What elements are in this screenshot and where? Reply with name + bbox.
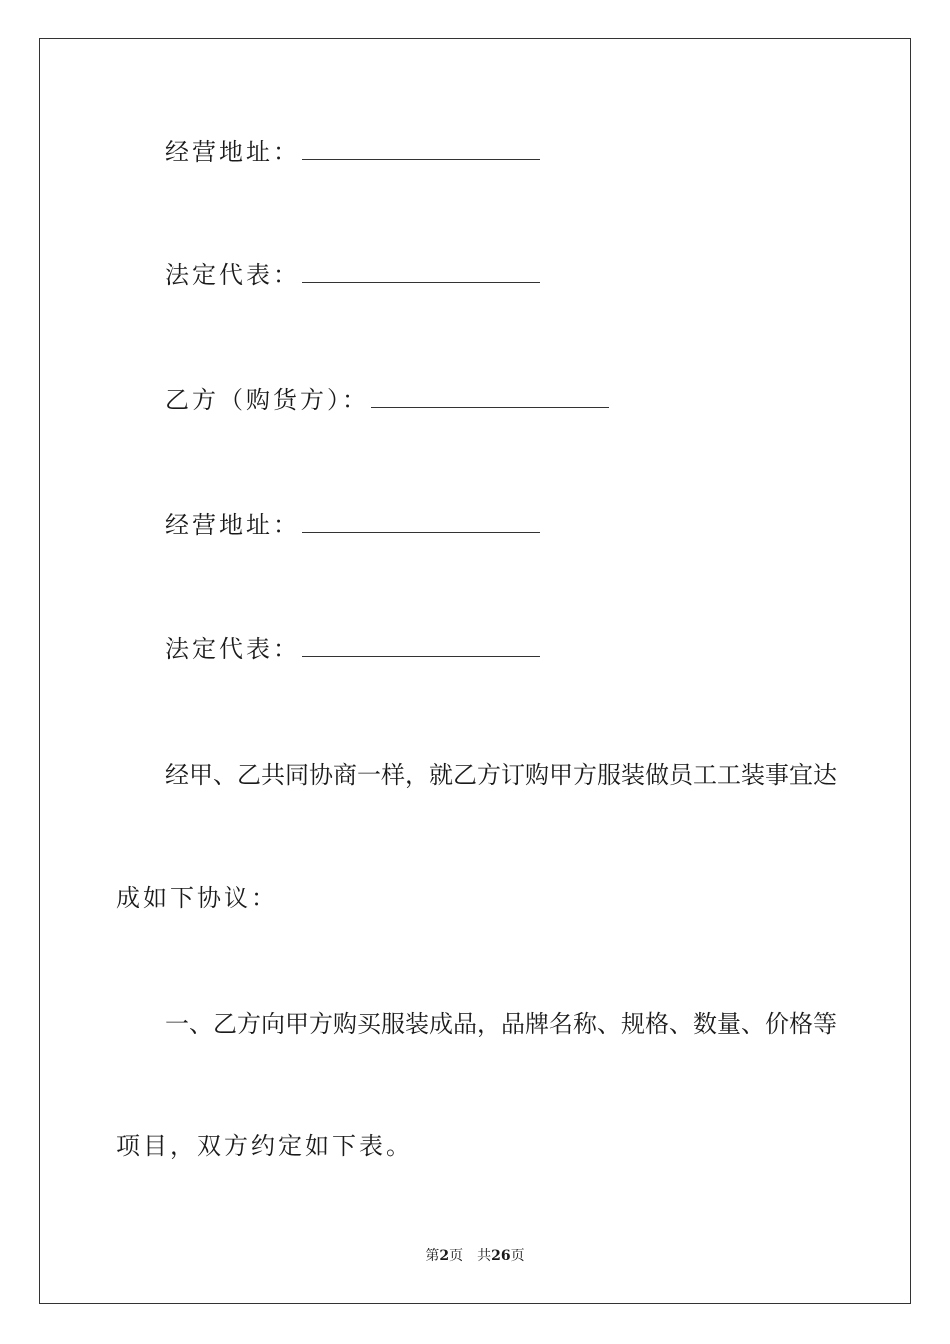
footer-total-pages: 26 — [491, 1248, 511, 1264]
paragraph-char: 事 — [765, 761, 789, 789]
paragraph-char: ， — [477, 1010, 501, 1038]
field-label: 法定代表： — [165, 261, 300, 289]
paragraph-char: 方 — [309, 1010, 333, 1038]
paragraph-char: 、 — [741, 1010, 765, 1038]
page-frame — [39, 38, 911, 1304]
paragraph-char: 等 — [813, 1010, 837, 1038]
paragraph-char: 、 — [213, 761, 237, 789]
paragraph-char: 订 — [501, 761, 525, 789]
paragraph-2-line-2: 项目，双方约定如下表。 — [116, 1132, 413, 1160]
field-label: 经营地址： — [165, 511, 300, 539]
paragraph-char: 品 — [501, 1010, 525, 1038]
paragraph-char: 方 — [237, 1010, 261, 1038]
paragraph-char: 达 — [813, 761, 837, 789]
paragraph-char: 甲 — [285, 1010, 309, 1038]
field-legal-rep-party-b — [165, 634, 540, 664]
paragraph-char: 同 — [285, 761, 309, 789]
field-label: 法定代表： — [165, 635, 300, 663]
paragraph-char: 乙 — [213, 1010, 237, 1038]
paragraph-char: 宜 — [789, 761, 813, 789]
paragraph-1-line-2: 成如下协议： — [116, 884, 278, 912]
paragraph-char: 就 — [429, 761, 453, 789]
field-label: 经营地址： — [165, 138, 300, 166]
field-address-party-b — [165, 510, 540, 540]
paragraph-char: 方 — [477, 761, 501, 789]
paragraph-char: 数 — [693, 1010, 717, 1038]
paragraph-1-line-1 — [165, 760, 837, 790]
paragraph-char: 、 — [189, 1010, 213, 1038]
paragraph-char: 一 — [165, 1010, 189, 1038]
footer-total-prefix: 共 — [477, 1248, 492, 1264]
paragraph-2-line-1 — [165, 1009, 837, 1039]
paragraph-char: 装 — [405, 1010, 429, 1038]
footer-page-number: 2 — [439, 1248, 450, 1264]
paragraph-char: 乙 — [453, 761, 477, 789]
paragraph-char: 、 — [597, 1010, 621, 1038]
paragraph-char: 名 — [549, 1010, 573, 1038]
paragraph-char: 样 — [381, 761, 405, 789]
paragraph-char: 做 — [645, 761, 669, 789]
paragraph-char: 商 — [333, 761, 357, 789]
paragraph-char: 品 — [453, 1010, 477, 1038]
page-footer — [0, 1246, 950, 1266]
paragraph-char: 协 — [309, 761, 333, 789]
paragraph-char: 服 — [597, 761, 621, 789]
paragraph-char: 经 — [165, 761, 189, 789]
paragraph-char: 装 — [741, 761, 765, 789]
field-label: 乙方（购货方）： — [165, 386, 369, 414]
blank-line — [371, 387, 609, 408]
paragraph-char: 工 — [717, 761, 741, 789]
field-address-party-a — [165, 137, 540, 167]
field-party-b — [165, 385, 609, 415]
paragraph-char: 向 — [261, 1010, 285, 1038]
blank-line — [302, 636, 540, 657]
paragraph-char: 工 — [693, 761, 717, 789]
footer-total-unit: 页 — [510, 1248, 525, 1264]
paragraph-char: 规 — [621, 1010, 645, 1038]
paragraph-char: 、 — [669, 1010, 693, 1038]
paragraph-char: 乙 — [237, 761, 261, 789]
paragraph-char: 格 — [789, 1010, 813, 1038]
paragraph-char: 价 — [765, 1010, 789, 1038]
paragraph-char: 共 — [261, 761, 285, 789]
paragraph-char: 员 — [669, 761, 693, 789]
paragraph-char: 量 — [717, 1010, 741, 1038]
paragraph-char: 方 — [573, 761, 597, 789]
paragraph-char: 买 — [357, 1010, 381, 1038]
paragraph-char: 一 — [357, 761, 381, 789]
blank-line — [302, 262, 540, 283]
paragraph-char: 甲 — [549, 761, 573, 789]
paragraph-char: 成 — [429, 1010, 453, 1038]
footer-page-unit: 页 — [449, 1248, 464, 1264]
footer-prefix: 第 — [425, 1248, 440, 1264]
field-legal-rep-party-a — [165, 260, 540, 290]
blank-line — [302, 512, 540, 533]
blank-line — [302, 139, 540, 160]
paragraph-char: 服 — [381, 1010, 405, 1038]
paragraph-char: 购 — [333, 1010, 357, 1038]
paragraph-char: 称 — [573, 1010, 597, 1038]
paragraph-char: 格 — [645, 1010, 669, 1038]
paragraph-char: ， — [405, 761, 429, 789]
paragraph-char: 牌 — [525, 1010, 549, 1038]
paragraph-char: 装 — [621, 761, 645, 789]
paragraph-char: 甲 — [189, 761, 213, 789]
paragraph-char: 购 — [525, 761, 549, 789]
